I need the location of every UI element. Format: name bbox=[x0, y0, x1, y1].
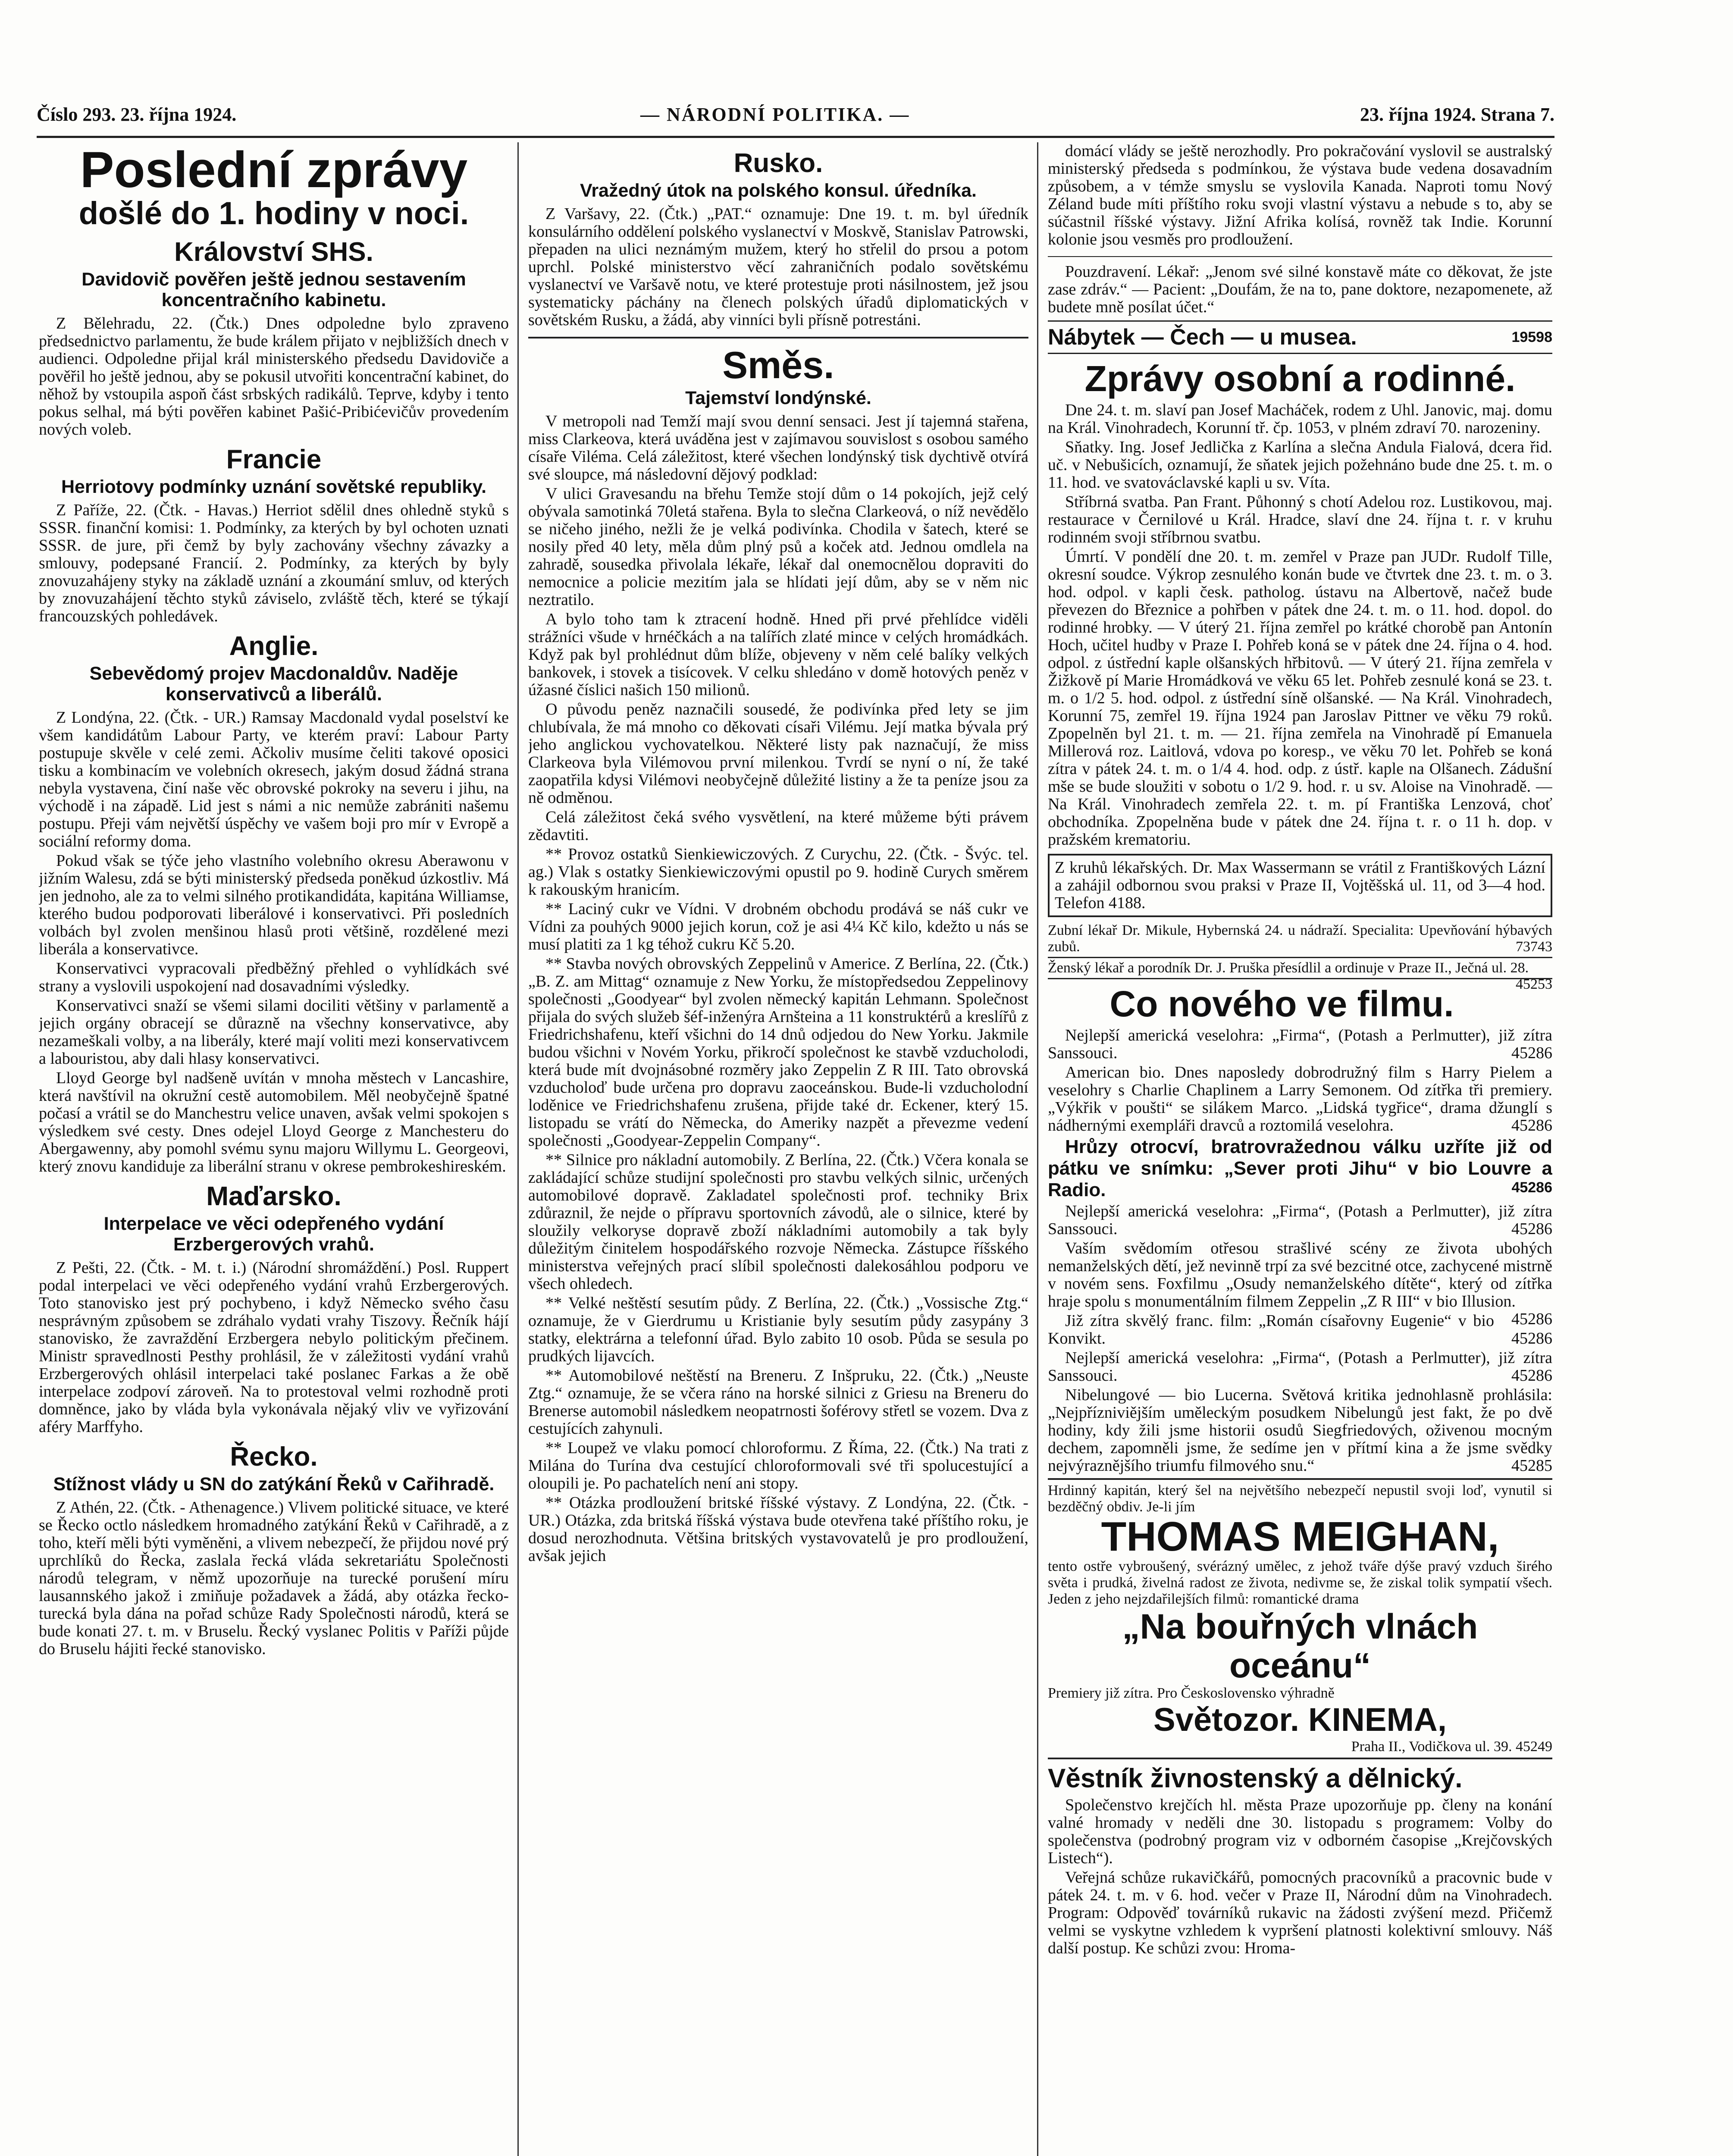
article-text: Sňatky. Ing. Josef Jedlička z Karlína a slečna Andula Fialová, dcera řid. uč. v Nebušicích, oznamují, že sňatek jejich požehnáno bude dne 25. t. m. o 11. hod. ve svatováclavské kapli u sv. Víta. bbox=[1048, 438, 1552, 492]
article-head-hungary: Maďarsko. bbox=[206, 1181, 342, 1211]
article-text: Z Londýna, 22. (Čtk. - UR.) Ramsay Macdonald vydal poselství ke všem kandidátům Labour Party, ve kterém praví: Labour Party postupuje skvěle v celé zemi. Ačkoliv musíme čeliti takové oposici tisku a kombinacím ve volebních okresech, jakým dosud žádná strana nebyla vystavena, činí naše věc obrovské pokroky na severu i jihu, na východě i na západě. Lid jest s námi a nic nemůže zabrániti našemu postupu. Přeji vám největší úspěchy ve vašem boji pro mír v Evropě a sociální reformy doma. bbox=[39, 708, 509, 850]
film-notice-text: Vaším svědomím otřesou strašlivé scény ze života ubohých nemanželských dětí, jež nevinně trpí za své bezcitné otce, zachycené mistrně v novém sens. Foxfilmu „Osudy nemanželského dítěte“, který od zítřka hraje spolu s monumentálním filmem Zeppelin „Z R III“ v bio Illusion. bbox=[1048, 1239, 1552, 1310]
news-item: ** Automobilové neštěstí na Breneru. Z Inšpruku, 22. (Čtk.) „Neuste Ztg.“ oznamuje, že se včera ráno na horské silnici z Griesu na Breneru do Brenerse automobil následkem neopatrnosti šoférovy střetl se vozem. Dva z cestujících zahynuli. bbox=[528, 1366, 1028, 1438]
article-subhead-hungary: Interpelace ve věci odepřeného vydání Erzbergerových vrahů. bbox=[103, 1213, 444, 1255]
ad-number: 45249 bbox=[1516, 1739, 1552, 1755]
ad-number: 45253 bbox=[1516, 976, 1552, 992]
film-notice-text: Nejlepší americká veselohra: „Firma“, (Potash a Perlmutter), již zítra Sanssouci. bbox=[1048, 1026, 1552, 1062]
film-notice bbox=[1048, 1064, 1552, 1134]
premiere-text: Premiery již zítra. Pro Československo výhradně bbox=[1048, 1685, 1335, 1701]
article-text: Pokud však se týče jeho vlastního volebního okresu Aberawonu v jižním Walesu, zdá se býti ministerský předseda poněkud úzkostliv. Má jen jednoho, ale za to velmi silného protikandidáta, kapitána Williamse, kterého budou podporovati liberálové i konservativci. Při posledních volbách byl zvolen menšinou hlasů proti většině, rozdělené mezi liberála a konservativce. bbox=[39, 852, 509, 958]
ad-number: 45286 bbox=[1511, 1116, 1552, 1134]
article-text: Dne 24. t. m. slaví pan Josef Macháček, rodem z Uhl. Janovic, maj. domu na Král. Vinohradech, Korunní tř. čp. 1053, v plném zdraví 70. narozeniny. bbox=[1048, 401, 1552, 437]
cinema-address-text: Praha II., Vodičkova ul. 39. bbox=[1351, 1739, 1512, 1755]
news-item: ** Otázka prodloužení britské říšské výstavy. Z Londýna, 22. (Čtk. - UR.) Otázka, zda britská říšská výstava bude otevřena také příštího roku, je dosud nerozhodnuta. Většina britských vystavovatelů je pro prodloužení, avšak jejich bbox=[528, 1494, 1028, 1565]
ad-number: 45286 bbox=[1511, 1179, 1552, 1196]
column-1 bbox=[39, 142, 509, 2156]
cinema-advert bbox=[1048, 1478, 1552, 1759]
masthead-rule bbox=[37, 136, 1554, 138]
article-subhead-russia: Vražedný útok na polského konsul. úředníka. bbox=[580, 180, 977, 201]
news-item: ** Stavba nových obrovských Zeppelinů v Americe. Z Berlína, 22. (Čtk.) „B. Z. am Mittag“ oznamuje z New Yorku, že místopředsedou Zeppelinovy společnosti „Goodyear“ byl zvolen německý kapitán Lehmann. Společnost přijala do svých služeb šéf-inženýra Arnšteina a 11 konstruktérů a kreslířů z Friedrichshafenu, kteří všichni do 14 dnů odjedou do New Yorku. Jakmile budou všichni v Novém Yorku, přikročí společnost ke stavbě vzducholodi, která bude mít dvojnásobné rozměry jako Zeppelin Z R III. Tato obrovská vzducholoď bude určena pro dopravu zaoceánskou. Bude-li vzducholodní loděnice ve Friedrichshafenu zrušena, přijde také dr. Eckener, který 15. listopadu se vrátí do Německa, do Ameriky nazpět a převezme vedení společnosti „Goodyear-Zeppelin Company“. bbox=[528, 955, 1028, 1150]
article-text: V ulici Gravesandu na břehu Temže stojí dům o 14 pokojích, jejž celý obývala samotinká 70letá stařena. Byla to slečna Clarkeová, o níž nevědělo se ničeho jiného, nežli že je velká podivínka. Chodila v šatech, které se nosily před 40 lety, měla dům plný psů a koček atd. Jednou omdlela na zahradě, sousedka přivolala lékaře, lékař dal onemocnělou dopraviti do nemocnice a policie mezitím jala se hlídati její dům, aby se v něm nic neztratilo. bbox=[528, 485, 1028, 609]
article-text: O původu peněz naznačili sousedé, že podivínka před lety se jim chlubívala, že má mnoho co děkovati císaři Vilému. Její matka bývala prý jeho anglickou vychovatelkou. Některé listy pak naznačují, že miss Clarkeova byla Vilémovou první milenkou. Tvrdí se nyní o ní, že také zaopatřila kdysi Vilémovi neobyčejně důležité listiny a že ta peníze jsou za ně odměnou. bbox=[528, 700, 1028, 807]
dentist-ad bbox=[1048, 922, 1552, 958]
gynecologist-ad-text: Ženský lékař a porodník Dr. J. Pruška přesídlil a ordinuje v Praze II., Ječná ul. 28. bbox=[1048, 960, 1529, 976]
film-notice-text: Již zítra skvělý franc. film: „Román císařovny Eugenie“ v bio Konvikt. bbox=[1048, 1312, 1494, 1348]
article-head-france: Francie bbox=[226, 445, 322, 474]
article-head-russia: Rusko. bbox=[733, 148, 823, 178]
ad-number: 45286 bbox=[1511, 1366, 1552, 1385]
article-text: Z Paříže, 22. (Čtk. - Havas.) Herriot sdělil dnes ohledně styků s SSSR. finanční komisi: 1. Podmínky, za kterých by byl ochoten uznati SSSR. de jure, při čemž by byly zachovány všechny závazky a smlouvy, podepsané Francií. 2. Podmínky, za kterých by byly znovuzahájeny styky na základě uznání a zkoumání smluv, od kterých by znovuzahájení těchto styků záviselo, zvláště těch, které se týkají francouzských pohledávek. bbox=[39, 501, 509, 625]
ad-number: 45286 bbox=[1511, 1220, 1552, 1238]
masthead bbox=[37, 103, 1554, 134]
article-text: Konservativci snaží se všemi silami dociliti většiny v parlamentě a jejich orgány obracejí se důrazně na všechny konservativce, aby nezameškali volby, a na liberály, které mají voliti mezi konservativcem a labouristou, aby dali hlasy konservativci. bbox=[39, 997, 509, 1068]
news-item: ** Velké neštěstí sesutím půdy. Z Berlína, 22. (Čtk.) „Vossische Ztg.“ oznamuje, že v Gierdrumu u Kristianie byly sesutím půdy zasypány 3 statky, elektrárna a telefonní úřad. Bylo zabito 10 osob. Půda se sesula po prudkých lijavcích. bbox=[528, 1294, 1028, 1365]
gynecologist-ad bbox=[1048, 958, 1552, 992]
film-notice-text: Nejlepší americká veselohra: „Firma“, (Potash a Perlmutter), již zítra Sanssouci. bbox=[1048, 1349, 1552, 1385]
ad-number: 45286 bbox=[1511, 1310, 1552, 1328]
section-head-trade: Věstník živnostenský a dělnický. bbox=[1048, 1764, 1463, 1793]
section-head-personal: Zprávy osobní a rodinné. bbox=[1084, 358, 1516, 399]
film-notice-text: Nibelungové — bio Lucerna. Světová kritika jednohlasně prohlásila: „Nejpřízniviějším uměleckým posudkem Nibelungů jest fakt, že po dvě hodiny, kdy žili jsme historii osudů Siegfriedových, oživenou mocným dechem, zapomněli jsme, že sedíme jen v přítmí kina a že jsme svědky nejvýraznějšího triumfu filmového snu.“ bbox=[1048, 1386, 1552, 1475]
article-head-greece: Řecko. bbox=[230, 1442, 318, 1472]
article-text: Z Pešti, 22. (Čtk. - M. t. i.) (Národní shromáždění.) Posl. Ruppert podal interpelaci ve věci odepřeného vydání vrahů Erzbergerových. Toto stanovisko jest prý pochybeno, i když Německo svého času nesprávným způsobem se zdráhalo vydati vrahy Tiszovy. Řečník hájí stanovisko, že zavraždění Erzbergera nebylo politickým přečinem. Ministr spravedlnosti Pesthy prohlásil, že v záležitosti vydání vrahů Erzbergerových ohlásil interpelaci také poslanec Farkas a že obě interpelace zodpoví zároveň. Na to protestoval velmi rozhodně proti domněnce, jako by vláda byla vykonávala nějaký vliv ve vyřizování aféry Marffyho. bbox=[39, 1259, 509, 1436]
article-subhead-london: Tajemství londýnské. bbox=[685, 388, 871, 408]
news-item: ** Laciný cukr ve Vídni. V drobném obchodu prodává se náš cukr ve Vídni za pouhých 9000 jejich korun, což je asi 4¼ Kč kilo, kdežto u nás se musí platiti za 1 kg téhož cukru Kč 5.20. bbox=[528, 900, 1028, 953]
cinema-address bbox=[1048, 1739, 1552, 1755]
article-text: Lloyd George byl nadšeně uvítán v mnoha městech v Lancashire, která navštívil na okružní cestě automobilem. Měl neobyčejně špatné počasí a vrátil se do Manchestru velice unaven, avšak velmi spokojen s výsledkem své cesty. Dnes odejel Lloyd George z Manchesteru do Abergawenny, aby pomohl svému synu majoru Willymu L. Georgeovi, který znovu kandiduje za liberální stranu v okrese pembrokeshireském. bbox=[39, 1069, 509, 1175]
film-notice bbox=[1048, 1349, 1552, 1385]
cinema-advert-intro: Hrdinný kapitán, který šel na největšího nebezpečí nepustil svoji loď, vynutil si bezděčný obdiv. Je-li jím bbox=[1048, 1482, 1552, 1515]
anecdote: Pouzdravení. Lékař: „Jenom své silné konstavě máte co děkovat, že jste zase zdráv.“ — Pacient: „Doufám, že na to, pane doktore, nezapomenete, až budete mně posílat účet.“ bbox=[1048, 263, 1552, 316]
newspaper-title: — NÁRODNÍ POLITIKA. — bbox=[640, 104, 910, 125]
actor-name: THOMAS MEIGHAN, bbox=[1101, 1514, 1499, 1560]
film-title: „Na bouřných vlnách oceánu“ bbox=[1122, 1607, 1478, 1685]
film-notice-text: Nejlepší americká veselohra: „Firma“, (Potash a Perlmutter), již zítra Sanssouci. bbox=[1048, 1202, 1552, 1238]
film-notice bbox=[1048, 1239, 1552, 1328]
ad-number: 45285 bbox=[1511, 1457, 1552, 1475]
section-head-smes: Směs. bbox=[722, 344, 834, 386]
issue-date-left: Číslo 293. 23. října 1924. bbox=[37, 104, 237, 125]
column-rule-1 bbox=[517, 142, 519, 2156]
article-text: Veřejná schůze rukavičkářů, pomocných pracovníků a pracovnic bude v pátek 24. t. m. v 6. hod. večer v Praze II, Národní dům na Vinohradech. Program: Odpověď továrníků rukavic na žádosti zvýšení mezd. Přičemž velmi se vyskytne vzhledem k vypršení platnosti kolektivní smlouvy. Náš další postup. Ke schůzi zvou: Hroma- bbox=[1048, 1868, 1552, 1957]
news-item: ** Loupež ve vlaku pomocí chloroformu. Z Říma, 22. (Čtk.) Na trati z Milána do Turína dva cestující chloroformovali své tři spolucestující a oloupili je. Po pachatelích není ani stopy. bbox=[528, 1439, 1028, 1492]
article-text: Z Bělehradu, 22. (Čtk.) Dnes odpoledne bylo zpraveno předsednictvo parlamentu, že bude králem přijato v nejbližších dnech v audienci. Odpoledne přijal král ministerského předsedu Davidoviče a pověřil ho ještě jednou, aby se pokusil utvořiti koncentrační kabinet, do něhož by vstoupila aspoň část srbských radikálů. Teprve, kdyby i tento pokus selhal, má býti pověřen kabinet Pašić-Pribićevičův provedením nových voleb. bbox=[39, 314, 509, 439]
furniture-ad bbox=[1048, 320, 1552, 354]
article-text: Z Varšavy, 22. (Čtk.) „PAT.“ oznamuje: Dne 19. t. m. byl úředník konsulárního oddělení polského vyslanectví v Moskvě, Stanislav Patrowski, přepaden na ulici neznámým mužem, který ho střelil do prsou a potom uprchl. Polské ministerstvo věcí zahraničních podalo sovětskému vyslanectví ve Varšavě notu, ve které protestuje proti násilnostem, jež jsou systematicky páchány na členech polských úřadů diplomatických v sovětském Rusku, a žádá, aby vinníci byli přísně potrestáni. bbox=[528, 205, 1028, 329]
article-text: Z Athén, 22. (Čtk. - Athenagence.) Vlivem politické situace, ve které se Řecko octlo následkem hromadného zatýkání Řeků v Cařihradě, a z toho, kteří měli býti vyměněni, a vlivem nebezpečí, že přijdou nové prý uprchlíků do Řecka, zaslala řecká vláda sekretariátu Společnosti národů telegram, v němž upozorňuje na turecké porušení míru lausannského jakož i zmiňuje požadavek a žádá, aby otázka řecko-turecká byla dána na pořad schůze Rady Společnosti národů, která se bude konati 27. t. m. v Bruselu. Řecký vyslanec Politis v Paříži půjde do Bruselu hájiti řecké stanovisko. bbox=[39, 1498, 509, 1658]
column-3 bbox=[1048, 142, 1552, 2156]
ad-number: 45286 bbox=[1511, 1044, 1552, 1062]
column-rule-2 bbox=[1037, 142, 1038, 2156]
page-number: 23. října 1924. Strana 7. bbox=[1360, 104, 1554, 125]
column-2 bbox=[528, 142, 1028, 2156]
furniture-ad-text: Nábytek — Čech — u musea. bbox=[1048, 325, 1357, 350]
article-subhead-england: Sebevědomý projev Macdonaldův. Naděje konservativců a liberálů. bbox=[89, 663, 458, 705]
ad-number: 45286 bbox=[1511, 1329, 1552, 1348]
article-text: Společenstvo krejčích hl. města Praze upozorňuje pp. členy na konání valné hromady v neděli dne 30. listopadu s programem: Volby do společenstva (podrobný program viz v odborném časopise „Krejčovských Listech“). bbox=[1048, 1796, 1552, 1867]
film-notice bbox=[1048, 1203, 1552, 1238]
news-item: ** Silnice pro nákladní automobily. Z Berlína, 22. (Čtk.) Včera konala se zakládající schůze studijní společnosti pro stavbu velkých silnic, určených automobilové dopravě. Zakladatel společnosti prof. techniky Brix zdůraznil, že nejde o přípravu sportovních závodů, ale o silnice, které by sloužily velkoryse dopravě zboží nákladními automobily a tak byly důležitým činitelem hospodářského rozvoje Německa. Zástupce říšského ministerstva veřejných prací slíbil společnosti dalekosáhlou podporu ve všech ohledech. bbox=[528, 1151, 1028, 1293]
dentist-ad-text: Zubní lékař Dr. Mikule, Hybernská 24. u nádraží. Specialita: Upevňování hýbavých zubů. bbox=[1048, 922, 1552, 955]
film-notice-text: Hrůzy otrocví, bratrovražednou válku uzříte již od pátku ve snímku: „Sever proti Jihu“ v bio Louvre a Radio. bbox=[1048, 1136, 1552, 1200]
article-text: domácí vlády se ještě nerozhodly. Pro pokračování vyslovil se australský ministerský předseda s podmínkou, že výstava bude vedena dosavadním způsobem, a v témže smyslu se vyslovila Kanada. Naproti tomu Nový Zéland bude míti příštího roku svoji vlastní výstavu a nebude s to, aby se súčastnil říšské výstavy. Jižní Afrika kolísá, rovněž tak Indie. Korunní kolonie jsou vesměs pro prodloužení. bbox=[1048, 142, 1552, 248]
article-subhead-greece: Stížnost vlády u SN do zatýkání Řeků v Cařihradě. bbox=[53, 1474, 495, 1495]
article-text: A bylo toho tam k ztracení hodně. Hned při prvé přehlídce viděli strážníci všude v hrnéčkách a na talířích zlaté mince v celých hromádkách. Když pak byl prohlédnut dům blíže, objeveny v něm celé balíky velkých bankovek, i stovek a tisícovek. V celku shledáno v domě hotových peněz v úžasné číslici našich 150 milionů. bbox=[528, 610, 1028, 699]
article-text: Úmrtí. V pondělí dne 20. t. m. zemřel v Praze pan JUDr. Rudolf Tille, okresní soudce. Výkrop zesnulého konán bude ve čtvrtek dne 23. t. m. o 3. hod. odpol. v kapli česk. patholog. ústavu na Albertově, načež bude převezen do Březnice a pohřben v pátek dne 24. t. m. o 11. hod. dopol. do rodinné hrobky. — V úterý 21. října zemřel po krátké chorobě pan Antonín Hoch, učitel hudby v Praze I. Pohřeb koná se v pátek dne 24. října o 4. hod. odpol. z ústřední kaple olšanských hřbitovů. — V úterý 21. října zemřela v Žižkově pí Marie Hromádková ve věku 65 let. Pohřeb zesnulé koná se 23. t. m. o 1/2 5. hod. odpol. z ústřední síně olšanské. — Na Král. Vinohradech, Korunní 75, zemřel 19. října 1924 pan Jaroslav Pittner ve věku 79 roků. Zpopelněn byl 21. t. m. — 21. října zemřela na Vinohradě pí Emanuela Millerová roz. Laitlová, vdova po koresp., ve věku 70 let. Pohřeb se koná zítra v pátek 24. t. m. o 1/4 4. hod. odp. z ústř. kaple na Olšanech. Zádušní mše se bude sloužiti v sobotu o 1/2 9. hod. r. u sv. Aloise na Vinohradě. — Na Král. Vinohradech zemřela 22. t. m. pí Františka Lenzová, choť obchodníka. Zpopelněna bude v pátek dne 24. října t. r. o 11 h. dop. v pražském krematoriu. bbox=[1048, 548, 1552, 849]
cinema-advert-text: tento ostře vybroušený, svérázný umělec, z jehož tváře dýše pravý vzduch širého světa i prudká, živelná radost ze života, nedivme se, že ziskal tolik sympatií všech. Jeden z jeho nejzdařilejších filmů: romantické drama bbox=[1048, 1558, 1552, 1607]
cinema-name: Světozor. KINEMA, bbox=[1153, 1702, 1447, 1738]
divider bbox=[1048, 256, 1552, 257]
section-title: Poslední zprávy bbox=[80, 142, 468, 198]
film-notice-text: American bio. Dnes naposledy dobrodružný film s Harry Pielem a veselohry s Charlie Chaplinem a Larry Semonem. Od zítřka tři premiery. „Výkřik v poušti“ se silákem Marco. „Lidská tygřice“, drama džunglí s nádhernými exempláři dravců a roztomilá veselohra. bbox=[1048, 1063, 1552, 1134]
article-subhead-france: Herriotovy podmínky uznání sovětské republiky. bbox=[61, 476, 487, 497]
film-notice bbox=[1048, 1386, 1552, 1475]
article-subhead-shs: Davidovič pověřen ještě jednou sestavením koncentračního kabinetu. bbox=[81, 269, 466, 310]
section-head-film: Co nového ve filmu. bbox=[1109, 984, 1454, 1024]
film-notice bbox=[1048, 1312, 1552, 1348]
medical-notice bbox=[1048, 854, 1552, 917]
ad-number: 19598 bbox=[1511, 329, 1552, 345]
film-notice bbox=[1048, 1136, 1552, 1201]
medical-notice-text: Z kruhů lékařských. Dr. Max Wassermann se vrátil z Františkových Lázní a zahájil odbornou svou praksi v Praze II, Vojtěšská ul. 11, od 3—4 hod. Telefon 4188. bbox=[1055, 859, 1545, 912]
article-head-england: Anglie. bbox=[229, 631, 319, 661]
section-divider bbox=[528, 337, 1028, 338]
section-subtitle: došlé do 1. hodiny v noci. bbox=[78, 195, 469, 231]
article-text: Konservativci vypracovali předběžný přehled o vyhlídkách své strany a vyslovili uspokojení nad dosavadními výsledky. bbox=[39, 959, 509, 995]
article-head-shs: Království SHS. bbox=[174, 237, 373, 267]
article-text: Celá záležitost čeká svého vysvětlení, na které můžeme býti právem zědavtiti. bbox=[528, 808, 1028, 844]
article-text: V metropoli nad Temží mají svou denní sensaci. Jest jí tajemná stařena, miss Clarkeova, která uváděna jest v zajímavou souvislost s osobou samého císaře Viléma. Celá záležitost, které všechen londýnský tisk dychtivě otvírá své sloupce, má následovní dějový podklad: bbox=[528, 412, 1028, 483]
article-text: Stříbrná svatba. Pan Frant. Půhonný s chotí Adelou roz. Lustikovou, maj. restaurace v Černilové u Král. Hradce, slaví dne 24. října t. r. v kruhu rodinném svoji stříbrnou svatbu. bbox=[1048, 493, 1552, 546]
film-notice bbox=[1048, 1027, 1552, 1062]
ad-number: 73743 bbox=[1516, 939, 1552, 955]
news-item: ** Provoz ostatků Sienkiewiczových. Z Curychu, 22. (Čtk. - Švýc. tel. ag.) Vlak s ostatky Sienkiewiczovými opustil po 9. hodině Curych směrem k rakouským hranicím. bbox=[528, 845, 1028, 899]
